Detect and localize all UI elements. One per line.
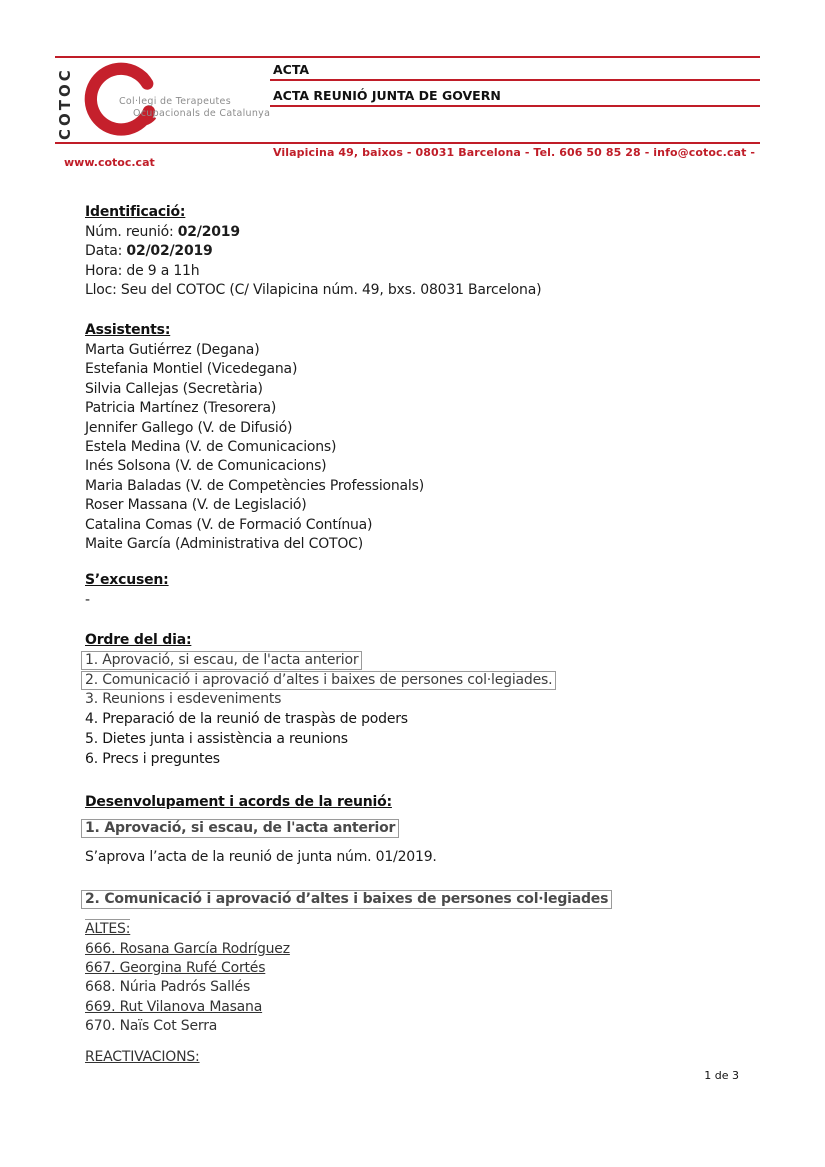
section-assistents <box>85 320 424 554</box>
section-excusen <box>85 570 169 610</box>
attendee: Catalina Comas (V. de Formació Contínua) <box>85 516 373 533</box>
section-identificacio <box>85 202 541 301</box>
attendee: Roser Massana (V. de Legislació) <box>85 497 307 514</box>
alta-670: 670. Naïs Cot Serra <box>85 1018 218 1034</box>
alta-667: 667. Georgina Rufé Cortés <box>85 960 266 977</box>
attendee: Jennifer Gallego (V. de Difusió) <box>85 419 293 436</box>
doc-title: ACTA REUNIÓ JUNTA DE GOVERN <box>273 88 501 103</box>
ordre-item-1: 1. Aprovació, si escau, de l'acta anterior <box>85 651 556 671</box>
header-rule-1 <box>270 79 760 81</box>
ident-data: Data: 02/02/2019 <box>85 243 213 260</box>
attendee: Marta Gutiérrez (Degana) <box>85 342 260 358</box>
reactivacions-heading: REACTIVACIONS: <box>85 1049 200 1066</box>
website-url: www.cotoc.cat <box>64 156 155 169</box>
organization-name-line1: Col·legi de Terapeutes <box>119 96 231 107</box>
excusen-content: - <box>85 592 90 608</box>
section-point2 <box>85 890 612 1068</box>
attendee: Silvia Callejas (Secretària) <box>85 380 263 397</box>
section-ordre-del-dia <box>85 630 556 769</box>
attendee: Patricia Martínez (Tresorera) <box>85 400 277 417</box>
cotoc-vertical-wordmark: COTOC <box>56 67 74 140</box>
ident-lloc: Lloc: Seu del COTOC (C/ Vilapicina núm. 49, bxs. 08031 Barcelona) <box>85 282 542 299</box>
alta-669: 669. Rut Vilanova Masana <box>85 998 263 1015</box>
assistents-heading: Assistents: <box>85 322 171 338</box>
altes-heading: ALTES: <box>85 919 612 939</box>
ident-hora: Hora: de 9 a 11h <box>85 262 200 279</box>
attendee: Inés Solsona (V. de Comunicacions) <box>85 458 327 475</box>
section-desenvolupament <box>85 792 437 868</box>
alta-666: 666. Rosana García Rodríguez <box>85 940 290 957</box>
ordre-item-2: 2. Comunicació i aprovació d’altes i baixes de persones col·legiades. <box>85 671 556 691</box>
point1-body: S’aprova l’acta de la reunió de junta núm. 01/2019. <box>85 849 437 866</box>
point1-title: 1. Aprovació, si escau, de l'acta anterior <box>85 819 437 838</box>
ordre-heading: Ordre del dia: <box>85 632 192 648</box>
doc-type-label: ACTA <box>273 62 310 77</box>
attendee: Estefania Montiel (Vicedegana) <box>85 361 298 378</box>
ordre-item-5: 5. Dietes junta i assistència a reunions <box>85 730 348 747</box>
alta-668: 668. Núria Padrós Sallés <box>85 979 251 996</box>
point2-title: 2. Comunicació i aprovació d’altes i baixes de persones col·legiades <box>85 890 612 909</box>
attendee: Estela Medina (V. de Comunicacions) <box>85 439 337 456</box>
header-rule-2 <box>270 105 760 107</box>
organization-name <box>119 96 270 120</box>
ordre-item-6: 6. Precs i preguntes <box>85 750 220 767</box>
attendee: Maite García (Administrativa del COTOC) <box>85 536 364 553</box>
ordre-item-3: 3. Reunions i esdeveniments <box>85 691 282 708</box>
header-bottom-rule <box>55 142 760 144</box>
identificacio-heading: Identificació: <box>85 204 186 220</box>
page-number: 1 de 3 <box>704 1069 739 1082</box>
excusen-heading: S’excusen: <box>85 572 169 588</box>
ident-num-reunio: Núm. reunió: 02/2019 <box>85 224 240 240</box>
header-address-line: Vilapicina 49, baixos - 08031 Barcelona - Tel. 606 50 85 28 - info@cotoc.cat - <box>273 146 756 159</box>
ordre-item-4: 4. Preparació de la reunió de traspàs de poders <box>85 711 408 728</box>
organization-name-line2: Ocupacionals de Catalunya <box>133 108 271 119</box>
desenvolupament-heading: Desenvolupament i acords de la reunió: <box>85 794 392 810</box>
attendee: Maria Baladas (V. de Competències Professionals) <box>85 477 424 494</box>
